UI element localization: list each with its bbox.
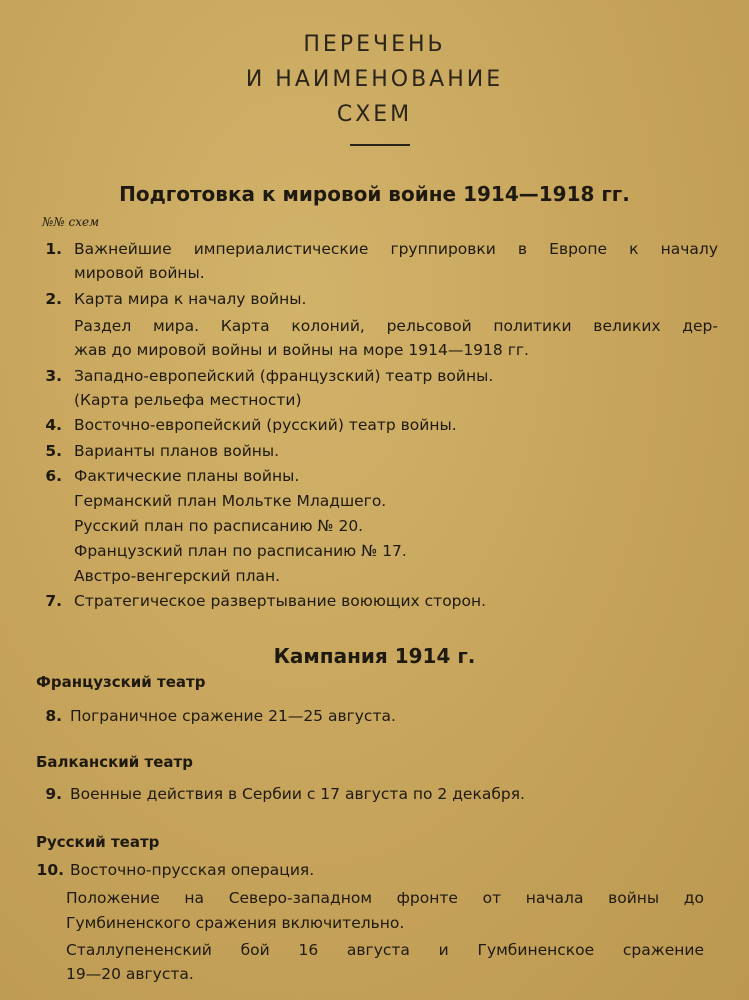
item-text: 19—20 августа. <box>66 965 194 983</box>
item-text: Сталлупененский бой 16 августа и Гумбиненское сражение <box>66 941 704 959</box>
item-text: Австро-венгерский план. <box>74 567 281 585</box>
item-text: Карта мира к началу войны. <box>74 290 307 308</box>
item-number: 2. <box>45 290 62 308</box>
section-title-campaign-1914: Кампания 1914 г. <box>273 644 476 668</box>
item-text: Важнейшие империалистические группировки в Европе к началу <box>74 240 718 258</box>
item-number: 4. <box>45 416 62 434</box>
item-text: Раздел мира. Карта колоний, рельсовой политики великих дер- <box>74 317 718 335</box>
item-text: Западно-европейский (французский) театр войны. <box>74 367 494 385</box>
item-text: Варианты планов войны. <box>74 442 280 460</box>
item-text: мировой войны. <box>74 264 205 282</box>
item-number: 9. <box>45 785 62 803</box>
item-number: 6. <box>45 467 62 485</box>
item-text: Русский план по расписанию № 20. <box>74 517 364 535</box>
subheading-balkan-theater: Балканский театр <box>36 753 193 771</box>
item-number: 7. <box>45 592 62 610</box>
item-number: 5. <box>45 442 62 460</box>
header-line-1: ПЕРЕЧЕНЬ <box>303 32 446 57</box>
item-text: Военные действия в Сербии с 17 августа по 2 декабря. <box>70 785 525 803</box>
item-text: Французский план по расписанию № 17. <box>74 542 407 560</box>
header-line-3: СХЕМ <box>336 102 413 127</box>
item-text: Фактические планы войны. <box>74 467 300 485</box>
section-title-preparation: Подготовка к мировой войне 1914—1918 гг. <box>119 182 630 206</box>
item-number: 8. <box>45 707 62 725</box>
scheme-numbers-label: №№ схем <box>42 215 100 229</box>
item-number: 10. <box>36 861 64 879</box>
item-text: Стратегическое развертывание воюющих сторон. <box>74 592 487 610</box>
header-divider <box>350 144 410 146</box>
header-line-2: И НАИМЕНОВАНИЕ <box>245 67 504 92</box>
item-number: 1. <box>45 240 62 258</box>
item-text: Германский план Мольтке Младшего. <box>74 492 387 510</box>
item-text: Пограничное сражение 21—25 августа. <box>70 707 396 725</box>
item-text: (Карта рельефа местности) <box>74 391 302 409</box>
subheading-french-theater: Французский театр <box>36 673 206 691</box>
item-text: Восточно-прусская операция. <box>70 861 315 879</box>
subheading-russian-theater: Русский театр <box>36 833 160 851</box>
item-text: Гумбиненского сражения включительно. <box>66 914 405 932</box>
item-text: Восточно-европейский (русский) театр войны. <box>74 416 457 434</box>
item-number: 3. <box>45 367 62 385</box>
item-text: Положение на Северо-западном фронте от начала войны до <box>66 889 704 907</box>
item-text: жав до мировой войны и войны на море 1914—1918 гг. <box>74 341 529 359</box>
